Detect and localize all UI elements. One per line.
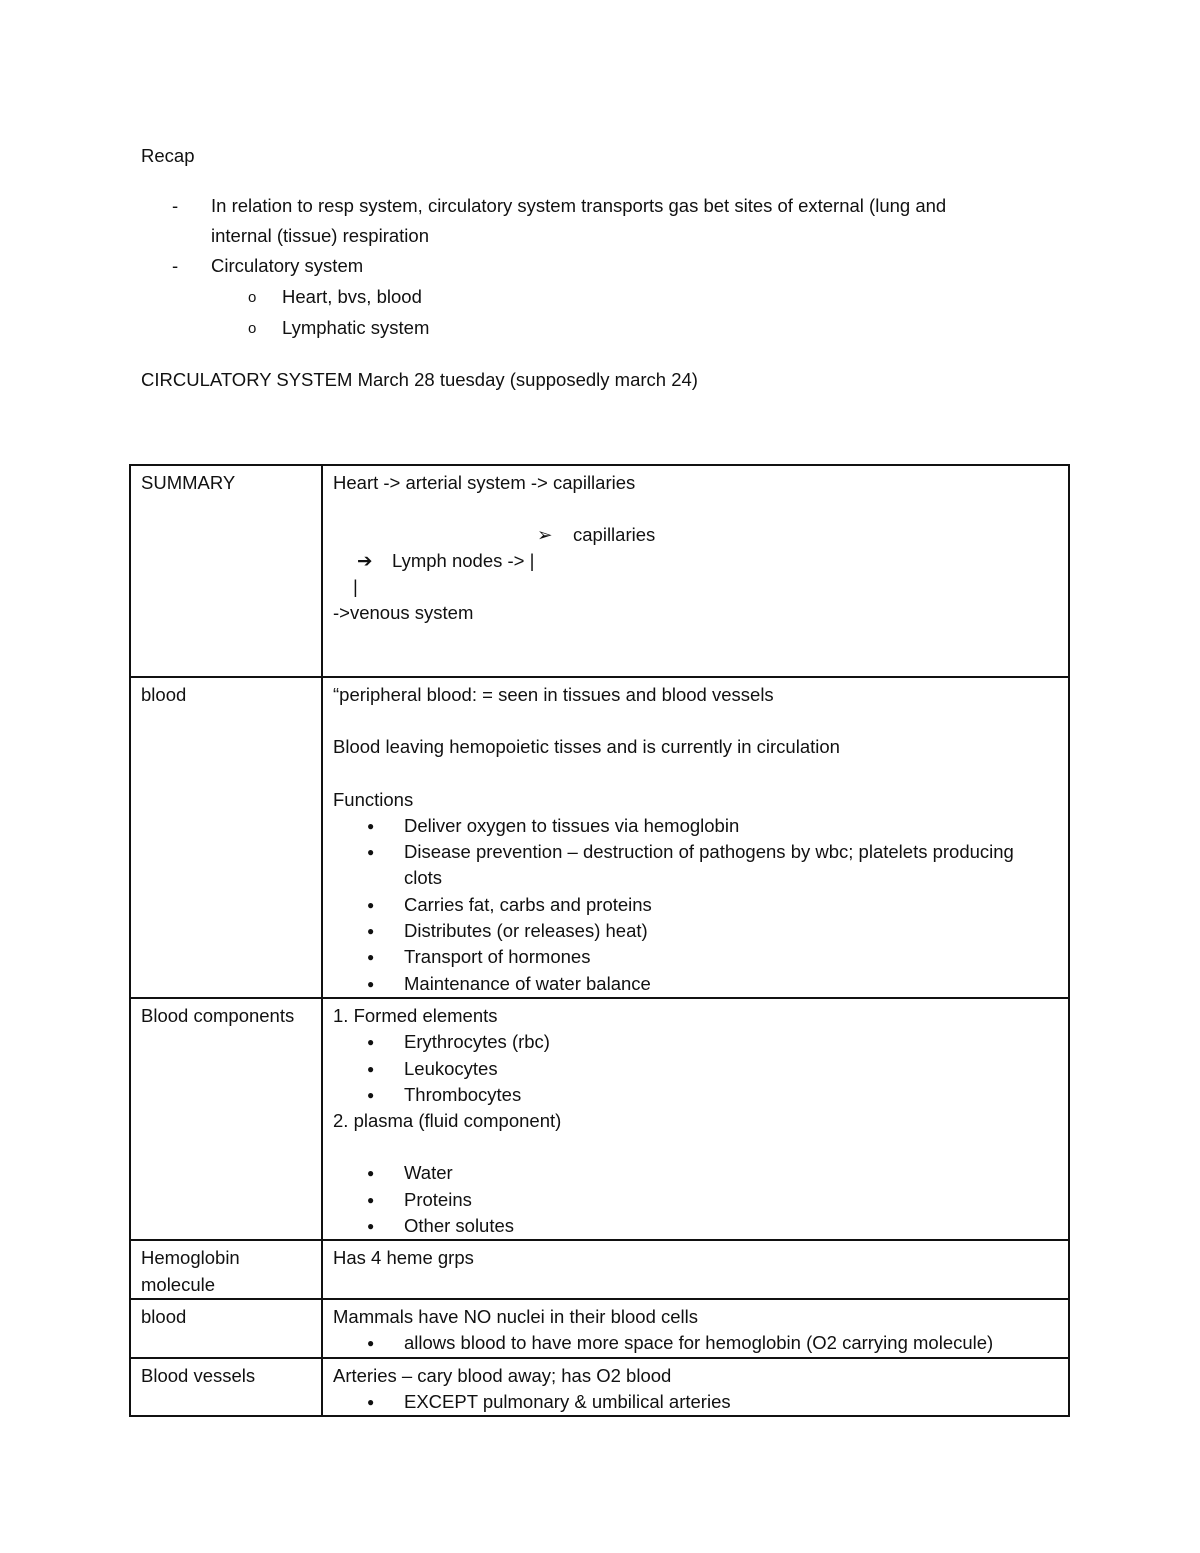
list-item: ● Erythrocytes (rbc) [333, 1029, 1058, 1055]
row-label-cell [130, 677, 322, 998]
summary-capillaries: capillaries [573, 524, 656, 546]
row-label-cell [130, 1358, 322, 1417]
list-item: ● Leukocytes [333, 1056, 1058, 1082]
vessels-list [333, 1389, 1058, 1415]
formed-elements-list [333, 1029, 1058, 1108]
row-label-cell [130, 998, 322, 1240]
row-label-line2: molecule [141, 1273, 216, 1295]
summary-lymph-line [333, 548, 1058, 574]
row-label-cell [130, 1299, 322, 1358]
list-item: ● Water [333, 1160, 1058, 1186]
nuclei-list [333, 1330, 1058, 1356]
row-content-cell [322, 465, 1069, 677]
table-row-summary [130, 465, 1069, 677]
list-item: ● Transport of hormones [333, 944, 1058, 970]
list-item: ● Carries fat, carbs and proteins [333, 892, 1058, 918]
functions-heading: Functions [333, 788, 414, 810]
dash-bullet: - [172, 255, 179, 276]
functions-list [333, 813, 1058, 866]
nuclei-text: Mammals have NO nuclei in their blood cells [333, 1305, 699, 1327]
summary-venous: ->venous system [333, 602, 474, 624]
row-label: Hemoglobin [141, 1247, 240, 1269]
hemoglobin-text: Has 4 heme grps [333, 1247, 474, 1269]
row-label: SUMMARY [141, 472, 236, 493]
formed-elements-heading: 1. Formed elements [333, 1004, 498, 1026]
dash-bullet: - [172, 195, 179, 216]
table-row-blood [130, 677, 1069, 998]
list-item: ● Disease prevention – destruction of pathogens by wbc; platelets producing [333, 839, 1058, 865]
row-content-cell [322, 1358, 1069, 1417]
blood-peripheral-text: “peripheral blood: = seen in tissues and blood vessels [333, 684, 774, 705]
row-label-cell [130, 465, 322, 677]
functions-list-cont [333, 892, 1058, 997]
recap-title: Recap [141, 145, 195, 166]
list-item: ● Distributes (or releases) heat) [333, 918, 1058, 944]
row-label: blood [141, 684, 187, 705]
list-item: ● Maintenance of water balance [333, 971, 1058, 997]
row-content-cell [322, 1240, 1069, 1299]
section-heading: CIRCULATORY SYSTEM March 28 tuesday (supposedly march 24) [141, 369, 698, 390]
summary-capillaries-line [333, 522, 1058, 548]
row-content-cell [322, 1299, 1069, 1358]
blood-circulation-text: Blood leaving hemopoietic tisses and is currently in circulation [333, 736, 840, 758]
summary-bar: | [353, 576, 358, 598]
summary-line: Heart -> arterial system -> capillaries [333, 472, 636, 493]
row-label: blood [141, 1305, 187, 1327]
table-row-vessels [130, 1358, 1069, 1417]
recap-item-1-line2: internal (tissue) respiration [211, 225, 429, 246]
summary-bar-line [333, 574, 1058, 600]
list-item: ● EXCEPT pulmonary & umbilical arteries [333, 1389, 1058, 1415]
plasma-heading: 2. plasma (fluid component) [333, 1110, 562, 1132]
row-content-cell [322, 677, 1069, 998]
circle-bullet: o [248, 289, 257, 306]
row-label: Blood vessels [141, 1364, 256, 1386]
list-item-continuation: clots [404, 867, 443, 889]
plasma-list [333, 1160, 1058, 1239]
table-row-hemoglobin [130, 1240, 1069, 1299]
row-label-cell [130, 1240, 322, 1299]
vessels-text: Arteries – cary blood away; has O2 blood [333, 1364, 672, 1386]
arrow-right-icon: ➔ [357, 550, 373, 572]
list-item: ● Other solutes [333, 1213, 1058, 1239]
table-row-blood-nuclei [130, 1299, 1069, 1358]
notes-table [129, 464, 1070, 1417]
row-content-cell [322, 998, 1069, 1240]
recap-subitem-2: Lymphatic system [282, 317, 430, 338]
recap-subitem-1: Heart, bvs, blood [282, 286, 422, 307]
arrow-bullet-icon: ➢ [537, 524, 553, 546]
list-item: ● Deliver oxygen to tissues via hemoglobin [333, 813, 1058, 839]
recap-item-2: Circulatory system [211, 255, 364, 276]
list-item: ● Proteins [333, 1187, 1058, 1213]
row-label: Blood components [141, 1004, 295, 1026]
circle-bullet: o [248, 320, 257, 337]
list-item: ● allows blood to have more space for hemoglobin (O2 carrying molecule) [333, 1330, 1058, 1356]
table-row-components [130, 998, 1069, 1240]
list-item: ● Thrombocytes [333, 1082, 1058, 1108]
summary-lymph-nodes: Lymph nodes -> | [392, 550, 535, 572]
recap-item-1-line1: In relation to resp system, circulatory system transports gas bet sites of external (lung and [211, 195, 947, 216]
